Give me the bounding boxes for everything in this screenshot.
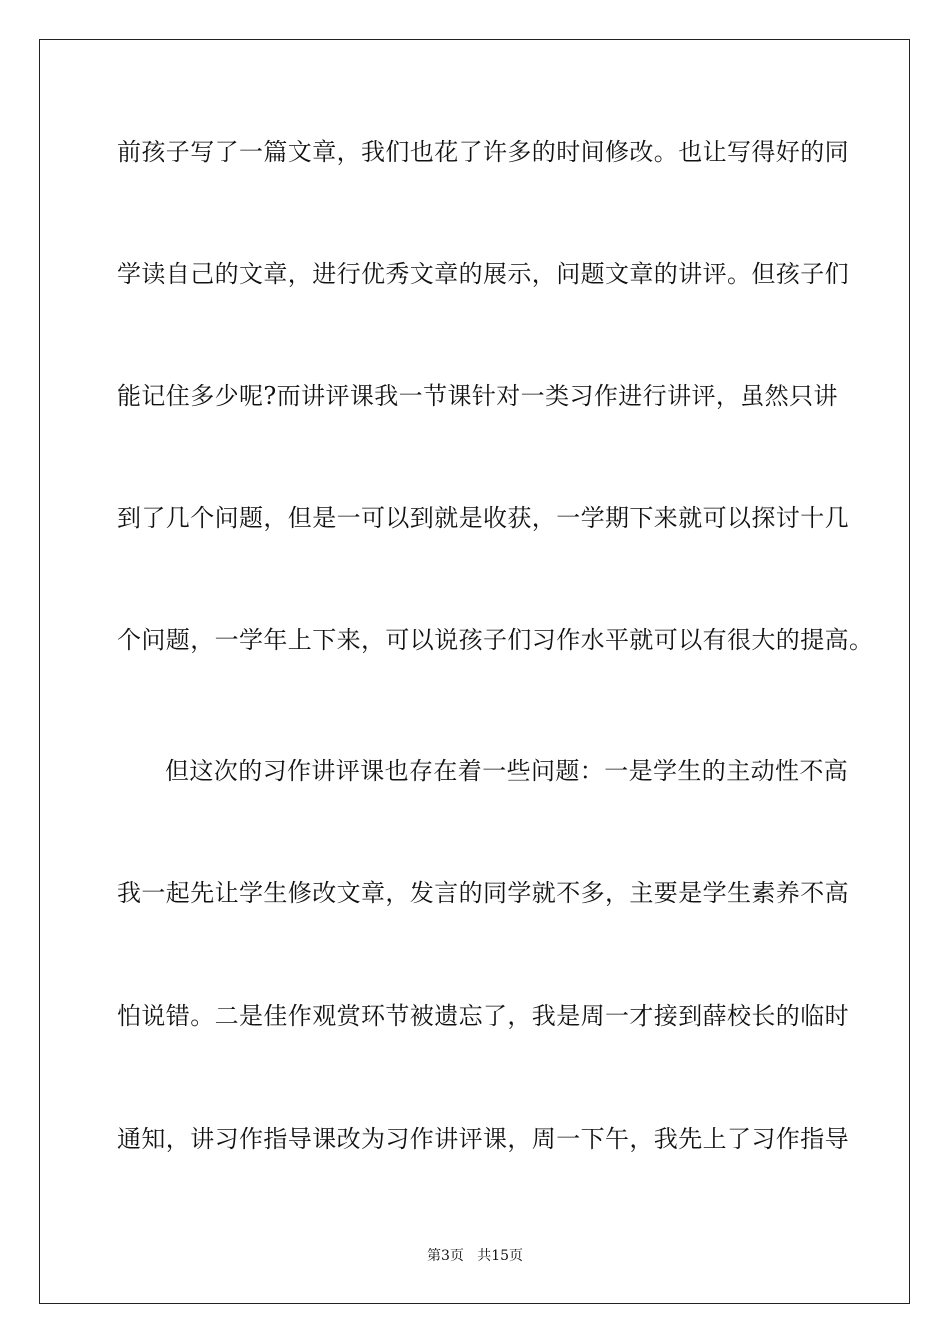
body-text-line-7: 我一起先让学生修改文章，发言的同学就不多，主要是学生素养不高 xyxy=(117,879,849,907)
page-border xyxy=(39,39,910,1304)
body-text-line-8: 怕说错。二是佳作观赏环节被遗忘了，我是周一才接到薛校长的临时 xyxy=(117,1002,849,1030)
body-text-line-4: 到了几个问题，但是一可以到就是收获，一学期下来就可以探讨十几 xyxy=(117,504,849,532)
body-text-line-1: 前孩子写了一篇文章，我们也花了许多的时间修改。也让写得好的同 xyxy=(117,138,849,166)
body-text-line-2: 学读自己的文章，进行优秀文章的展示，问题文章的讲评。但孩子们 xyxy=(117,260,849,288)
body-text-line-9: 通知，讲习作指导课改为习作讲评课，周一下午，我先上了习作指导 xyxy=(117,1125,849,1153)
body-text-line-5: 个问题，一学年上下来，可以说孩子们习作水平就可以有很大的提高。 xyxy=(117,626,874,654)
body-text-paragraph-start: 但这次的习作讲评课也存在着一些问题：一是学生的主动性不高 xyxy=(165,757,849,785)
page-number-footer: 第3页 共15页 xyxy=(426,1248,524,1264)
body-text-line-3: 能记住多少呢?而讲评课我一节课针对一类习作进行讲评，虽然只讲 xyxy=(117,382,838,410)
